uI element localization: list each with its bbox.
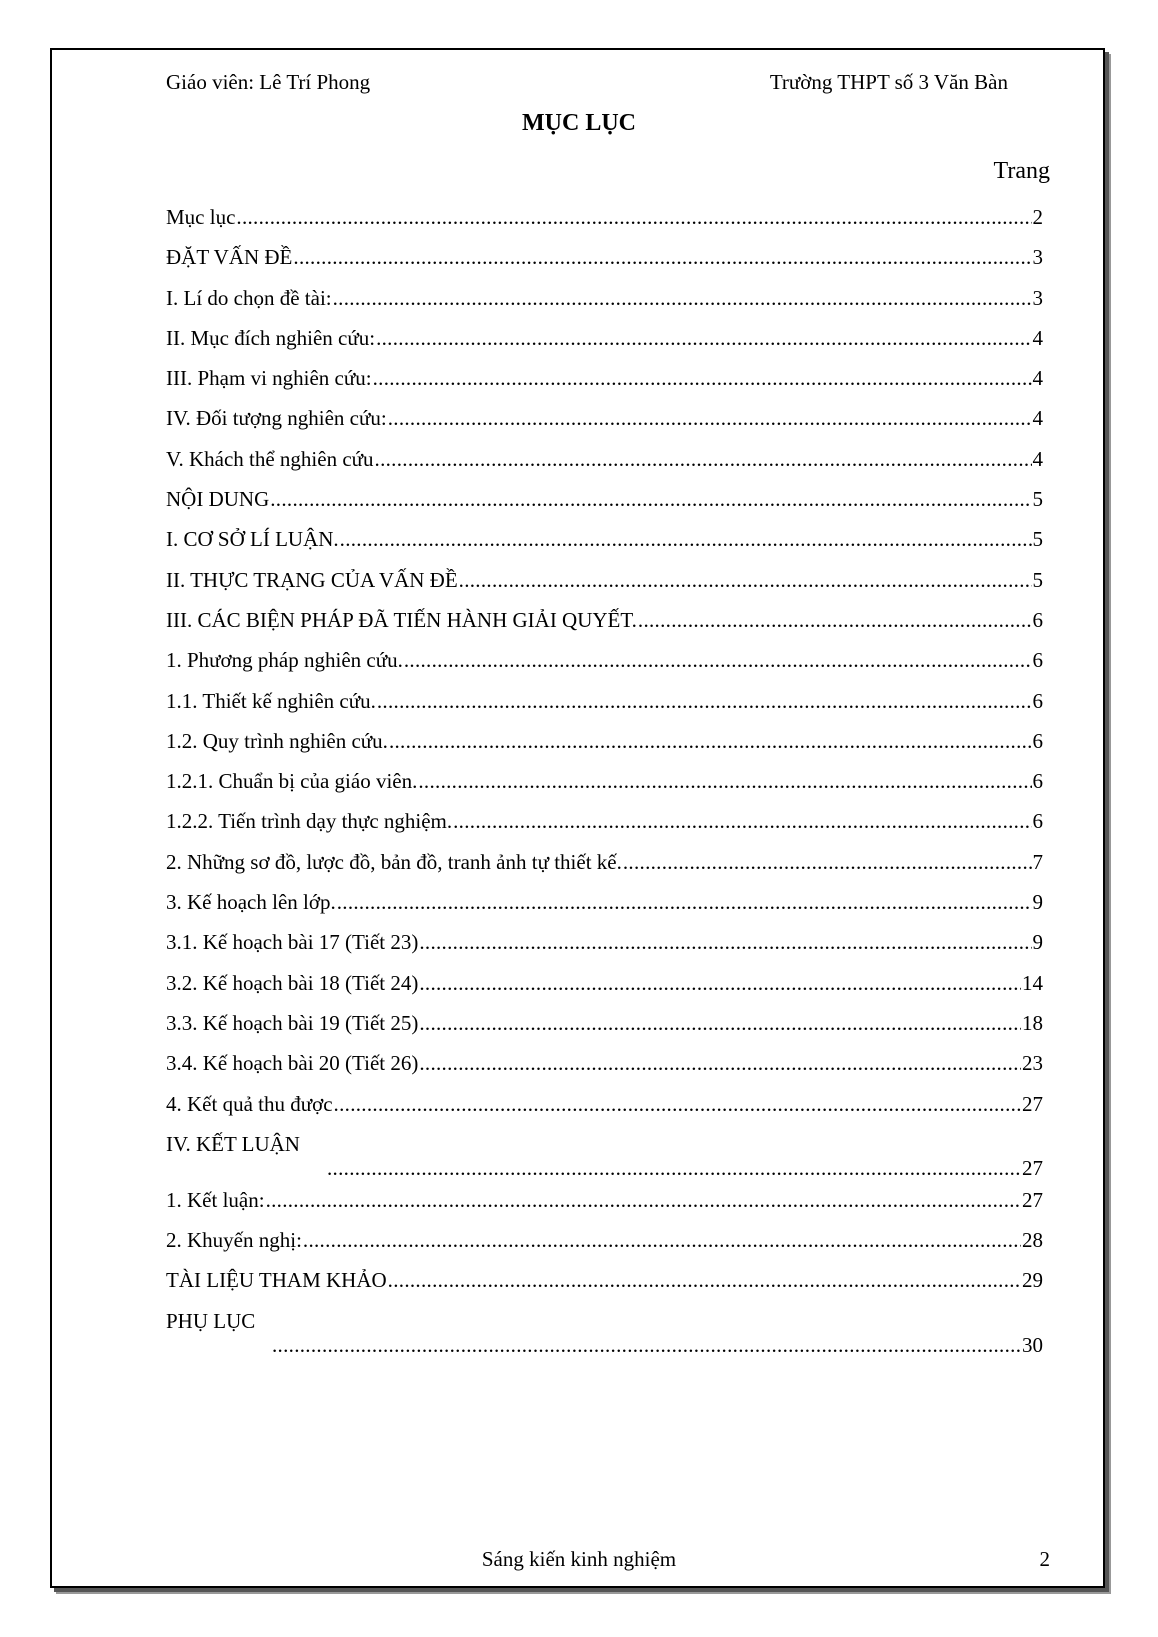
toc-leader-dots — [419, 1051, 1021, 1076]
header-teacher: Giáo viên: Lê Trí Phong — [166, 70, 371, 94]
toc-entry-page: 4 — [1032, 406, 1043, 431]
toc-entry-label: IV. Đối tượng nghiên cứu: — [166, 406, 387, 431]
toc-entry-label: 3.3. Kế hoạch bài 19 (Tiết 25) — [166, 1010, 419, 1035]
toc-leader-dots — [377, 689, 1032, 714]
toc-leader-dots — [453, 809, 1031, 834]
toc-leader-dots — [419, 971, 1021, 996]
toc-entry-page: 7 — [1032, 849, 1043, 874]
toc-entry[interactable] — [166, 1132, 1043, 1188]
table-of-contents — [166, 205, 1043, 1365]
toc-entry-label: TÀI LIỆU THAM KHẢO — [166, 1268, 387, 1293]
toc-entry[interactable] — [166, 1188, 1043, 1228]
toc-entry-label: 4. Kết quả thu được — [166, 1091, 333, 1116]
toc-entry[interactable] — [166, 487, 1043, 527]
toc-entry[interactable] — [166, 326, 1043, 366]
toc-entry[interactable] — [166, 1011, 1043, 1051]
toc-entry-label: 3.4. Kế hoạch bài 20 (Tiết 26) — [166, 1051, 419, 1076]
toc-leader-dots — [404, 648, 1032, 673]
toc-entry-page: 18 — [1022, 1010, 1043, 1035]
toc-entry-label: 1. Phương pháp nghiên cứu. — [166, 648, 403, 673]
toc-entry-label: I. CƠ SỞ LÍ LUẬN. — [166, 527, 339, 552]
toc-entry[interactable] — [166, 729, 1043, 769]
toc-entry-page: 29 — [1022, 1268, 1043, 1293]
toc-entry-page: 30 — [1022, 1332, 1043, 1357]
toc-entry-page: 5 — [1032, 487, 1043, 512]
toc-leader-dots — [333, 286, 1032, 311]
toc-entry-label: NỘI DUNG — [166, 487, 270, 512]
toc-leader-dots — [293, 245, 1031, 270]
toc-entry-page: 9 — [1032, 890, 1043, 915]
toc-leader-dots — [303, 1228, 1021, 1253]
toc-entry-label: 1.2.1. Chuẩn bị của giáo viên. — [166, 769, 418, 794]
toc-entry-label: III. CÁC BIỆN PHÁP ĐÃ TIẾN HÀNH GIẢI QUYẾT. — [166, 607, 637, 632]
toc-entry[interactable] — [166, 1268, 1043, 1308]
toc-entry-label: 1.2. Quy trình nghiên cứu. — [166, 728, 388, 753]
toc-entry-page: 6 — [1032, 728, 1043, 753]
toc-entry-page: 5 — [1032, 567, 1043, 592]
toc-entry-page: 23 — [1022, 1051, 1043, 1076]
toc-entry-page: 4 — [1032, 366, 1043, 391]
toc-leader-dots — [375, 447, 1032, 472]
toc-entry-label: IV. KẾT LUẬN — [166, 1131, 300, 1156]
footer-page-number: 2 — [1039, 1547, 1050, 1571]
toc-entry-page: 9 — [1032, 930, 1043, 955]
toc-entry-page: 28 — [1022, 1228, 1043, 1253]
toc-entry-page: 27 — [1022, 1091, 1043, 1116]
toc-entry-page: 3 — [1032, 285, 1043, 310]
toc-entry-label: 1.1. Thiết kế nghiên cứu. — [166, 688, 376, 713]
toc-entry[interactable] — [166, 527, 1043, 567]
toc-entry-page: 6 — [1032, 688, 1043, 713]
toc-entry[interactable] — [166, 205, 1043, 245]
toc-entry[interactable] — [166, 930, 1043, 970]
toc-leader-dots — [418, 769, 1031, 794]
toc-entry[interactable] — [166, 850, 1043, 890]
toc-leader-dots — [389, 729, 1032, 754]
toc-leader-dots — [419, 1011, 1021, 1036]
page-title: MỤC LỤC — [522, 110, 636, 136]
toc-entry[interactable] — [166, 1092, 1043, 1132]
toc-entry[interactable] — [166, 689, 1043, 729]
toc-entry[interactable] — [166, 971, 1043, 1011]
toc-leader-dots — [327, 1156, 1021, 1181]
toc-leader-dots — [266, 1188, 1021, 1213]
toc-entry-page: 6 — [1032, 607, 1043, 632]
toc-entry-page: 4 — [1032, 446, 1043, 471]
toc-entry[interactable] — [166, 447, 1043, 487]
toc-entry-page: 6 — [1032, 769, 1043, 794]
header-school: Trường THPT số 3 Văn Bàn — [769, 70, 1008, 94]
toc-leader-dots — [236, 205, 1031, 230]
toc-leader-dots — [337, 890, 1032, 915]
toc-entry-label: II. Mục đích nghiên cứu: — [166, 325, 376, 350]
toc-leader-dots — [623, 850, 1032, 875]
toc-leader-dots — [388, 1268, 1021, 1293]
toc-leader-dots — [334, 1092, 1021, 1117]
toc-entry-label: Mục lục — [166, 205, 236, 229]
toc-entry-page: 4 — [1032, 325, 1043, 350]
toc-entry-page: 27 — [1022, 1155, 1043, 1180]
toc-entry-label: 1. Kết luận: — [166, 1187, 265, 1212]
toc-entry[interactable] — [166, 366, 1043, 406]
toc-entry[interactable] — [166, 245, 1043, 285]
toc-leader-dots — [373, 366, 1032, 391]
toc-entry-label: III. Phạm vi nghiên cứu: — [166, 366, 372, 391]
toc-entry[interactable] — [166, 286, 1043, 326]
toc-entry-label: 3. Kế hoạch lên lớp. — [166, 890, 336, 915]
toc-entry[interactable] — [166, 568, 1043, 608]
toc-entry-page: 6 — [1032, 648, 1043, 673]
toc-entry-label: 2. Những sơ đồ, lược đồ, bản đồ, tranh ảnh tự thiết kế. — [166, 849, 622, 874]
toc-leader-dots — [388, 406, 1032, 431]
toc-entry[interactable] — [166, 809, 1043, 849]
toc-entry-label: 3.2. Kế hoạch bài 18 (Tiết 24) — [166, 970, 419, 995]
toc-entry-label: I. Lí do chọn đề tài: — [166, 285, 332, 310]
toc-entry[interactable] — [166, 648, 1043, 688]
toc-entry[interactable] — [166, 1051, 1043, 1091]
toc-entry-page: 3 — [1032, 245, 1043, 270]
page-column-label: Trang — [993, 158, 1050, 184]
toc-leader-dots — [419, 930, 1031, 955]
toc-entry-label: II. THỰC TRẠNG CỦA VẤN ĐỀ — [166, 567, 458, 592]
toc-entry-page: 5 — [1032, 527, 1043, 552]
toc-entry[interactable] — [166, 1309, 1043, 1365]
toc-entry[interactable] — [166, 890, 1043, 930]
toc-entry-page: 6 — [1032, 809, 1043, 834]
toc-entry-label: ĐẶT VẤN ĐỀ — [166, 245, 293, 270]
toc-entry-label: V. Khách thể nghiên cứu — [166, 446, 374, 471]
toc-entry[interactable] — [166, 769, 1043, 809]
toc-leader-dots — [270, 487, 1031, 512]
toc-entry-label: 2. Khuyến nghị: — [166, 1228, 302, 1253]
toc-entry-page: 2 — [1032, 205, 1043, 229]
toc-entry-page: 27 — [1022, 1187, 1043, 1212]
toc-entry-label: PHỤ LỤC — [166, 1308, 256, 1333]
toc-entry-label: 1.2.2. Tiến trình dạy thực nghiệm. — [166, 809, 453, 834]
toc-entry[interactable] — [166, 608, 1043, 648]
toc-leader-dots — [459, 568, 1032, 593]
toc-leader-dots — [638, 608, 1032, 633]
toc-leader-dots — [340, 527, 1032, 552]
toc-leader-dots — [272, 1333, 1021, 1358]
toc-entry-page: 14 — [1022, 970, 1043, 995]
toc-entry[interactable] — [166, 1228, 1043, 1268]
toc-leader-dots — [376, 326, 1031, 351]
toc-entry[interactable] — [166, 406, 1043, 446]
toc-entry-label: 3.1. Kế hoạch bài 17 (Tiết 23) — [166, 930, 419, 955]
footer-title: Sáng kiến kinh nghiệm — [481, 1547, 677, 1571]
